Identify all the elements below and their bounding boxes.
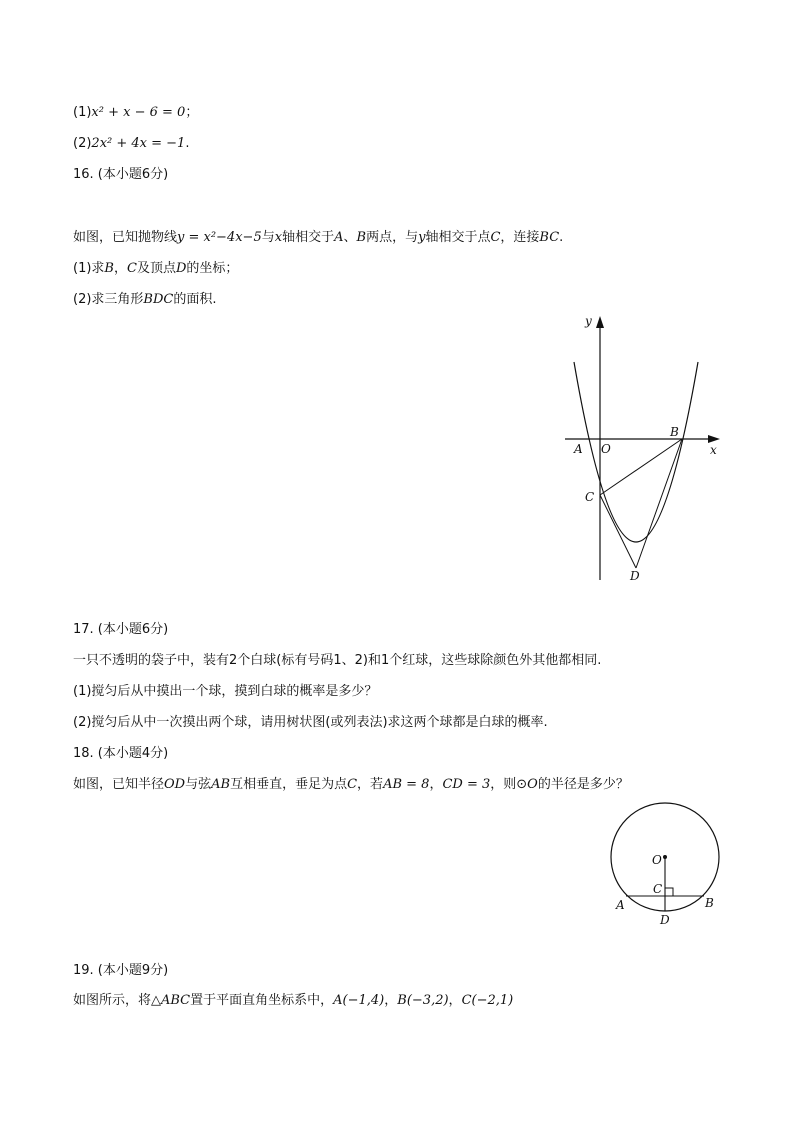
text-segment: ，若 (357, 777, 384, 792)
segment-bd (636, 439, 682, 568)
math-point-a: A (334, 230, 344, 245)
segment-cb (600, 439, 682, 495)
equation-2-expression: 2x² + 4x = −1 (91, 136, 186, 151)
text-segment: 的坐标； (186, 261, 239, 276)
question-17-statement: 一只不透明的袋子中，装有2个白球(标有号码1、2)和1个红球，这些球除颜色外其他都相同. (73, 653, 602, 668)
equation-1 (73, 104, 198, 122)
equation-1-punct: ； (185, 105, 199, 120)
label-b: B (705, 896, 714, 910)
text-segment: 与 (261, 230, 275, 245)
math-point-a-coords: A(−1,4) (333, 993, 385, 1008)
math-ab-length: AB = 8 (383, 777, 430, 792)
text-segment: 如图所示，将△ (73, 993, 161, 1008)
label-y: y (585, 314, 592, 328)
text-segment: 与弦 (185, 777, 212, 792)
text-segment: 如图，已知抛物线 (73, 230, 178, 245)
question-17-part-1: (1)搅匀后从中摸出一个球，摸到白球的概率是多少？ (73, 684, 378, 699)
math-point-b: B (104, 261, 114, 276)
text-segment: 轴相交于 (282, 230, 335, 245)
question-16-heading: 16. (本小题6分) (73, 167, 169, 182)
text-segment: 如图，已知半径 (73, 777, 165, 792)
equation-1-expression: x² + x − 6 = 0 (91, 105, 186, 120)
question-18-heading: 18. (本小题4分) (73, 746, 169, 761)
question-17-heading: 17. (本小题6分) (73, 622, 169, 637)
math-point-c: C (347, 777, 358, 792)
question-16-statement (73, 229, 563, 247)
center-point (663, 855, 667, 859)
question-16-part-2 (73, 291, 217, 309)
question-18-statement (73, 776, 629, 794)
right-angle-mark (665, 888, 673, 896)
question-19-statement (73, 992, 513, 1010)
math-triangle-bdc: BDC (143, 292, 174, 307)
y-axis-arrow (596, 316, 604, 328)
text-segment: ，则⊙ (490, 777, 528, 792)
text-segment: ， (384, 993, 398, 1008)
circle-figure (608, 800, 728, 930)
math-segment-bc: BC (539, 230, 560, 245)
question-16-part-1 (73, 260, 238, 278)
equation-1-number: (1) (73, 105, 92, 120)
label-d: D (660, 913, 670, 927)
parabola-equation: y = x²−4x−5 (177, 230, 262, 245)
label-b: B (670, 425, 679, 439)
math-y: y (418, 230, 426, 245)
text-segment: . (559, 230, 564, 245)
text-segment: 置于平面直角坐标系中， (190, 993, 334, 1008)
segment-cd (600, 495, 636, 568)
label-d: D (630, 569, 640, 583)
math-center-o: O (527, 777, 538, 792)
text-segment: 的面积. (173, 292, 217, 307)
label-o: O (601, 442, 611, 456)
label-x: x (710, 443, 717, 457)
math-x: x (274, 230, 283, 245)
question-19-heading: 19. (本小题9分) (73, 963, 169, 978)
parabola-curve (574, 362, 698, 542)
question-17-part-2: (2)搅匀后从中一次摸出两个球，请用树状图(或列表法)求这两个球都是白球的概率. (73, 715, 548, 730)
math-point-d: D (175, 261, 187, 276)
equation-2-number: (2) (73, 136, 92, 151)
math-point-b: B (356, 230, 367, 245)
label-o: O (652, 853, 662, 867)
x-axis-arrow (708, 435, 720, 443)
text-segment: 的半径是多少？ (537, 777, 629, 792)
text-segment: ， (113, 261, 127, 276)
label-a: A (574, 442, 583, 456)
text-segment: ，连接 (500, 230, 540, 245)
equation-2-punct: . (185, 136, 190, 151)
math-chord-ab: AB (211, 777, 231, 792)
text-segment: 两点，与 (366, 230, 419, 245)
text-segment: ， (429, 777, 443, 792)
math-point-c: C (490, 230, 501, 245)
math-cd-length: CD = 3 (442, 777, 491, 792)
math-triangle-abc: ABC (161, 993, 191, 1008)
text-segment: 互相垂直，垂足为点 (230, 777, 348, 792)
label-a: A (616, 898, 625, 912)
label-c: C (585, 490, 595, 504)
text-segment: (2)求三角形 (73, 292, 144, 307)
equation-2 (73, 135, 189, 153)
text-segment: 、 (343, 230, 357, 245)
text-segment: ， (448, 993, 462, 1008)
parabola-figure (560, 312, 730, 592)
text-segment: 轴相交于点 (425, 230, 491, 245)
math-radius-od: OD (164, 777, 186, 792)
math-point-c: C (127, 261, 137, 276)
label-c: C (653, 882, 663, 896)
math-point-b-coords: B(−3,2) (397, 993, 449, 1008)
text-segment: 及顶点 (136, 261, 176, 276)
math-point-c-coords: C(−2,1) (461, 993, 514, 1008)
text-segment: (1)求 (73, 261, 105, 276)
